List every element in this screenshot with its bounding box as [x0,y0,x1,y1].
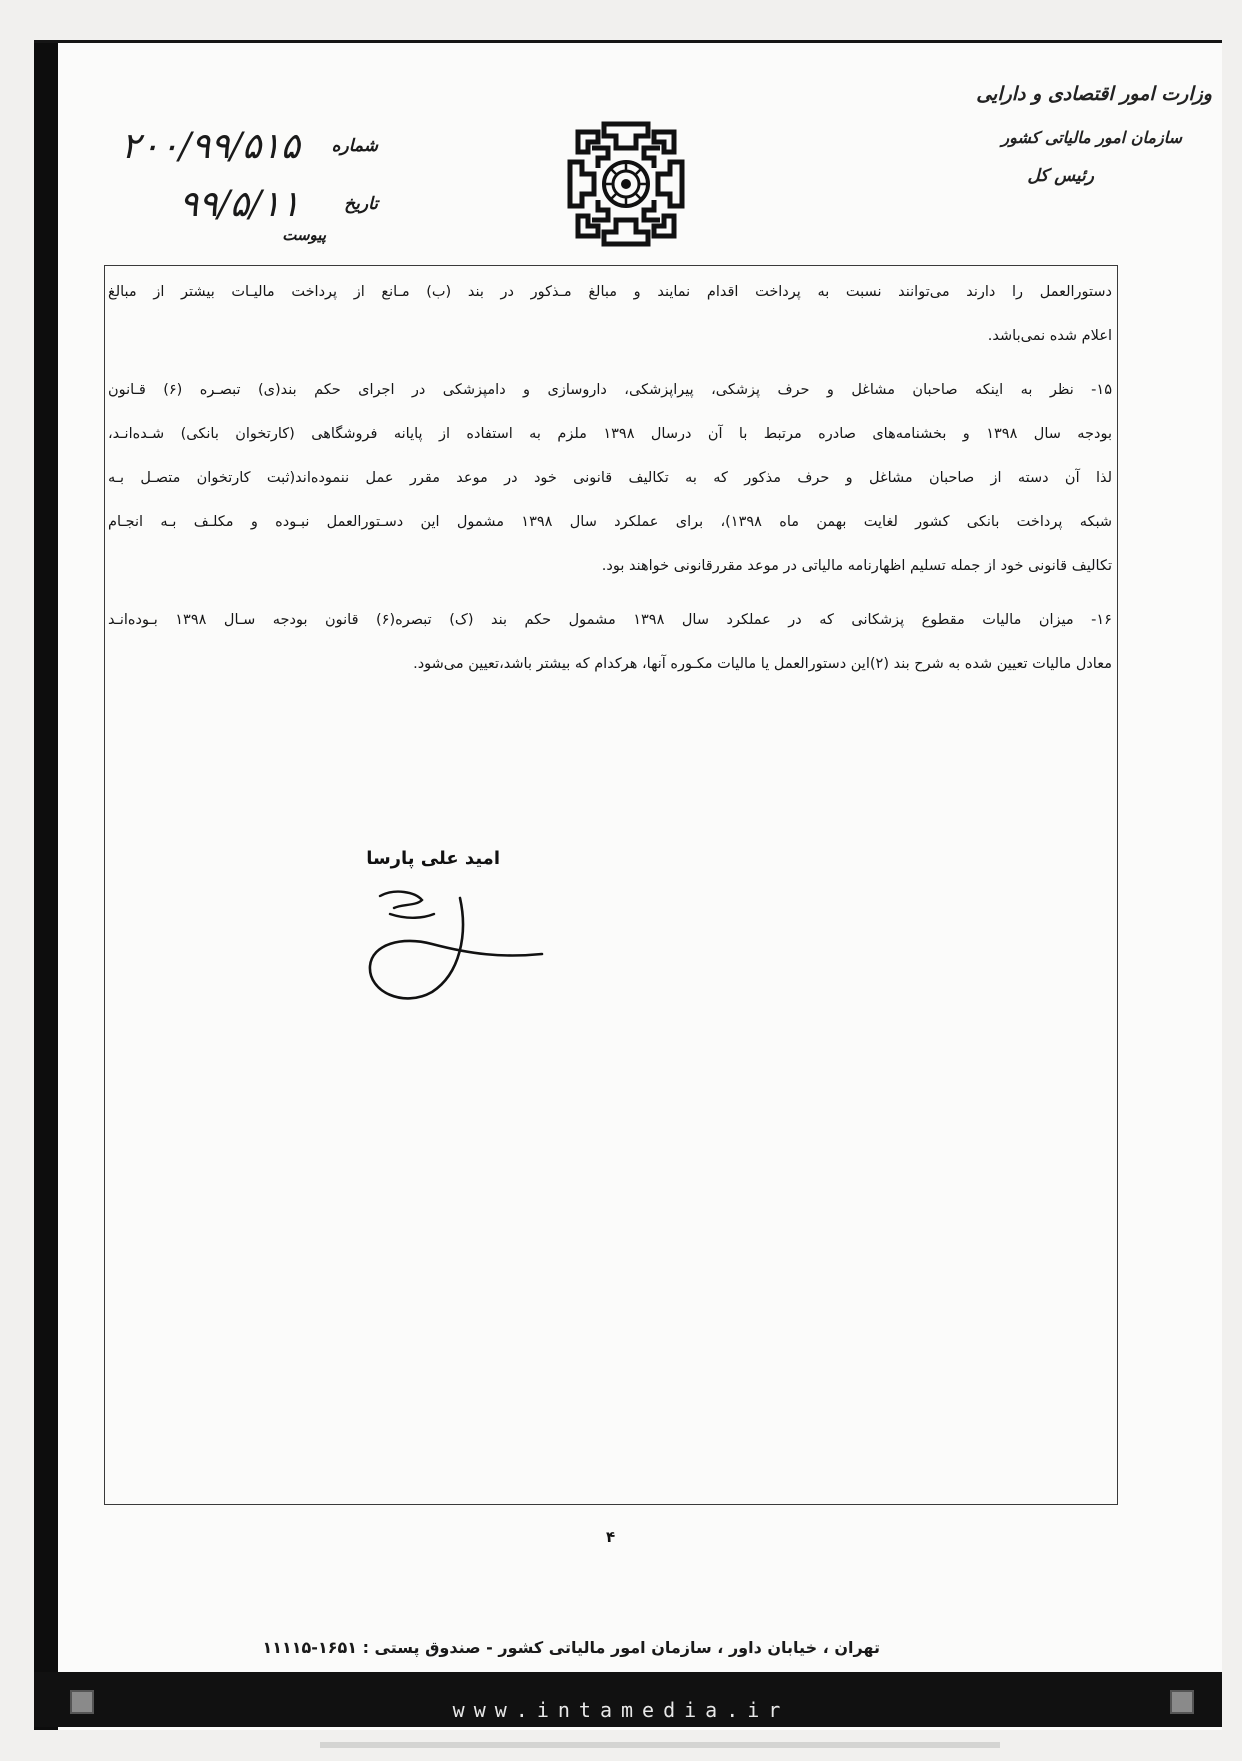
text-line: معادل مالیات تعیین شده به شرح بند (۲)این دستورالعمل یا مالیات مکـوره آنها، هرکدام که بیشتر باشد،تعیین می‌شود. [413,656,1112,672]
text-line: شبکه پرداخت بانکی کشور لغایت بهمن ماه ۱۳۹۸)، برای عملکرد سال ۱۳۹۸ مشمول این دسـتورالعمل نبـوده و مکلـف بـه انجـام [108,514,1112,530]
letter-meta [121,122,378,244]
text-line: ۱۶- میزان مالیات مقطوع پزشکانی که در عملکرد سال ۱۳۹۸ مشمول حکم بند (ک) تبصره(۶) قانون بودجه سـال ۱۳۹۸ بـوده‌انـد [108,612,1112,628]
text-line: ۱۵- نظر به اینکه صاحبان مشاغل و حرف پزشکی، پیراپزشکی، داروسازی و دامپزشکی در اجرای حکم بند(ی) تبصـره (۶) قـانون [108,382,1112,398]
paragraph [108,270,1112,358]
page-number: ۴ [606,1528,616,1546]
date-label: تاریخ [344,194,378,214]
organization-emblem-icon [564,118,688,250]
text-line: لذا آن دسته از صاحبان مشاغل و حرف مذکور که به تکالیف قانونی خود در موعد مقرر عمل ننموده‌اند(ثبت کارتخوان متصـل بـه [108,470,1112,486]
number-row [121,122,378,180]
footer-address: تهران ، خیابان داور ، سازمان امور مالیاتی کشور - صندوق پستی : ۱۶۵۱-۱۱۱۱۵ [262,1638,880,1657]
signature-block [300,848,580,1008]
letter-body [108,270,1112,686]
date-value: ۹۹/۵/۱۱ [179,184,300,225]
number-value: ۲۰۰/۹۹/۵۱۵ [121,126,300,167]
signatory-name: امید علی پارسا [366,848,500,869]
handwritten-signature-icon [320,874,580,1004]
ministry-name: وزارت امور اقتصادی و دارایی [976,83,1212,105]
top-rule [34,40,1222,43]
text-line: بودجه سال ۱۳۹۸ و بخشنامه‌های صادره مرتبط با آن درسال ۱۳۹۸ ملزم به استفاده از پایانه فروشگاهی (کارتخوان بانکی) شـده‌انـد، [108,426,1112,442]
letterhead [942,85,1212,185]
attachment-label: پیوست [282,226,326,244]
paragraph [108,598,1112,686]
scan-shadow [320,1742,1000,1748]
paragraph [108,368,1112,588]
scan-edge-bar [34,40,58,1730]
head-title: رئیس کل [1027,166,1094,186]
organization-name: سازمان امور مالیاتی کشور [1001,128,1182,147]
text-line: دستورالعمل را دارند می‌توانند نسبت به پرداخت اقدام نمایند و مبالغ مـذکور در بند (ب) مـانع از پرداخت مالیـات بیشتر از مبالغ [108,284,1112,300]
text-line: تکالیف قانونی خود از جمله تسلیم اظهارنامه مالیاتی در موعد مقررقانونی خواهند بود. [601,558,1112,574]
website-link[interactable]: www.intamedia.ir [452,1698,790,1722]
date-row [138,180,378,238]
number-label: شماره [331,136,378,156]
text-line: اعلام شده نمی‌باشد. [987,328,1112,344]
